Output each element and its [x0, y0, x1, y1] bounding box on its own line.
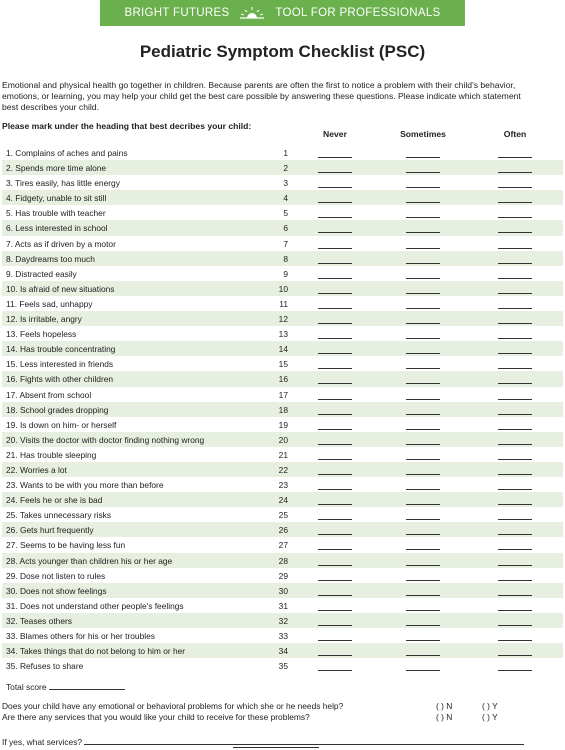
item-text: 31. Does not understand other people's feelings [6, 600, 184, 611]
item-number: 8 [283, 253, 288, 264]
table-row [2, 402, 563, 417]
never-answer-blank[interactable] [318, 640, 352, 641]
table-row [2, 175, 563, 190]
table-row [2, 477, 563, 492]
sometimes-answer-blank[interactable] [406, 232, 440, 233]
instruction-text: Please mark under the heading that best decribes your child: [2, 121, 252, 131]
sometimes-answer-blank[interactable] [406, 368, 440, 369]
never-answer-blank[interactable] [318, 474, 352, 475]
item-number: 25 [278, 510, 288, 521]
table-row [2, 266, 563, 281]
table-row [2, 417, 563, 432]
table-row [2, 583, 563, 598]
item-number: 23 [278, 480, 288, 491]
item-number: 11 [279, 298, 288, 309]
item-text: 18. School grades dropping [6, 404, 109, 415]
sometimes-answer-blank[interactable] [406, 580, 440, 581]
table-row [2, 492, 563, 507]
often-answer-blank[interactable] [498, 278, 532, 279]
page-title: Pediatric Symptom Checklist (PSC) [139, 42, 426, 61]
never-answer-blank[interactable] [318, 323, 352, 324]
sometimes-answer-blank[interactable] [406, 610, 440, 611]
never-answer-blank[interactable] [318, 263, 352, 264]
services-line [2, 736, 524, 747]
table-row [2, 387, 563, 402]
total-score-label: Total score [6, 682, 47, 692]
never-answer-blank[interactable] [318, 308, 352, 309]
sometimes-answer-blank[interactable] [406, 489, 440, 490]
item-text: 14. Has trouble concentrating [6, 344, 116, 355]
sometimes-answer-blank[interactable] [406, 459, 440, 460]
table-row [2, 371, 563, 386]
often-answer-blank[interactable] [498, 383, 532, 384]
table-row [2, 432, 563, 447]
sometimes-answer-blank[interactable] [406, 278, 440, 279]
sometimes-answer-blank[interactable] [406, 202, 440, 203]
item-text: 20. Visits the doctor with doctor finding nothing wrong [6, 434, 205, 445]
item-number: 1 [283, 148, 288, 158]
banner-left-text: BRIGHT FUTURES [124, 7, 230, 19]
item-text: 25. Takes unnecessary risks [6, 510, 112, 521]
sometimes-answer-blank[interactable] [406, 157, 440, 158]
sometimes-answer-blank[interactable] [406, 383, 440, 384]
q2-no-option[interactable]: ( ) N [436, 712, 453, 722]
intro-paragraph: Emotional and physical health go together in children. Because parents are often the first to notice a problem with their child's behavior, emotions, or learning, you may help your child get the best care possible by answering these questions. Please indicate which statement best describes your child. [2, 80, 521, 112]
sometimes-answer-blank[interactable] [406, 399, 440, 400]
sometimes-answer-blank[interactable] [406, 172, 440, 173]
item-number: 31 [278, 600, 288, 611]
often-answer-blank[interactable] [498, 519, 532, 520]
never-answer-blank[interactable] [318, 368, 352, 369]
item-text: 10. Is afraid of new situations [6, 283, 115, 294]
item-number: 21 [278, 449, 288, 460]
item-number: 33 [278, 631, 288, 641]
often-answer-blank[interactable] [498, 670, 532, 671]
often-answer-blank[interactable] [498, 414, 532, 415]
table-row [2, 598, 563, 613]
item-text: 23. Wants to be with you more than before [6, 480, 164, 491]
table-row [2, 522, 563, 537]
sometimes-answer-blank[interactable] [406, 323, 440, 324]
never-answer-blank[interactable] [318, 353, 352, 354]
often-answer-blank[interactable] [498, 429, 532, 430]
sometimes-answer-blank[interactable] [406, 504, 440, 505]
item-number: 5 [283, 208, 288, 219]
item-number: 17 [278, 389, 288, 400]
item-text: 21. Has trouble sleeping [6, 449, 97, 460]
often-answer-blank[interactable] [498, 580, 532, 581]
column-header-never: Never [323, 129, 347, 139]
never-answer-blank[interactable] [318, 655, 352, 656]
often-answer-blank[interactable] [498, 323, 532, 324]
never-answer-blank[interactable] [318, 414, 352, 415]
often-answer-blank[interactable] [498, 399, 532, 400]
sometimes-answer-blank[interactable] [406, 338, 440, 339]
footer-divider [233, 747, 319, 748]
item-number: 34 [278, 646, 288, 657]
question-services: Are there any services that you would like your child to receive for these problems? [2, 712, 310, 722]
sometimes-answer-blank[interactable] [406, 670, 440, 671]
table-row [2, 251, 563, 266]
sometimes-answer-blank[interactable] [406, 187, 440, 188]
item-text: 32. Teases others [6, 615, 72, 626]
never-answer-blank[interactable] [318, 399, 352, 400]
item-number: 13 [278, 329, 288, 340]
often-answer-blank[interactable] [498, 338, 532, 339]
item-number: 15 [278, 359, 288, 370]
item-text: 16. Fights with other children [6, 374, 114, 385]
checklist-table [2, 145, 563, 673]
sometimes-answer-blank[interactable] [406, 625, 440, 626]
often-answer-blank[interactable] [498, 157, 532, 158]
often-answer-blank[interactable] [498, 640, 532, 641]
never-answer-blank[interactable] [318, 610, 352, 611]
often-answer-blank[interactable] [498, 625, 532, 626]
never-answer-blank[interactable] [318, 580, 352, 581]
item-text: 35. Refuses to share [6, 661, 84, 672]
often-answer-blank[interactable] [498, 172, 532, 173]
often-answer-blank[interactable] [498, 263, 532, 264]
often-answer-blank[interactable] [498, 308, 532, 309]
table-row [2, 145, 563, 160]
often-answer-blank[interactable] [498, 565, 532, 566]
table-row [2, 462, 563, 477]
item-text: 22. Worries a lot [6, 464, 67, 475]
sometimes-answer-blank[interactable] [406, 414, 440, 415]
sometimes-answer-blank[interactable] [406, 429, 440, 430]
sometimes-answer-blank[interactable] [406, 655, 440, 656]
item-text: 27. Seems to be having less fun [6, 540, 126, 551]
services-label: If yes, what services? [2, 737, 83, 747]
sometimes-answer-blank[interactable] [406, 263, 440, 264]
item-number: 30 [278, 585, 288, 596]
item-text: 24. Feels he or she is bad [6, 495, 103, 506]
item-number: 27 [278, 540, 288, 551]
often-answer-blank[interactable] [498, 474, 532, 475]
never-answer-blank[interactable] [318, 383, 352, 384]
total-score [6, 681, 125, 692]
sometimes-answer-blank[interactable] [406, 595, 440, 596]
q2-yes-option[interactable]: ( ) Y [482, 712, 498, 722]
often-answer-blank[interactable] [498, 444, 532, 445]
often-answer-blank[interactable] [498, 595, 532, 596]
never-answer-blank[interactable] [318, 248, 352, 249]
never-answer-blank[interactable] [318, 293, 352, 294]
often-answer-blank[interactable] [498, 217, 532, 218]
item-text: 6. Less interested in school [6, 223, 108, 234]
often-answer-blank[interactable] [498, 534, 532, 535]
item-number: 35 [278, 661, 288, 672]
never-answer-blank[interactable] [318, 534, 352, 535]
item-text: 17. Absent from school [6, 389, 92, 400]
question-help-needed: Does your child have any emotional or behavioral problems for which she or he needs help? [2, 701, 344, 711]
never-answer-blank[interactable] [318, 595, 352, 596]
item-number: 18 [278, 404, 288, 415]
table-row [2, 341, 563, 356]
never-answer-blank[interactable] [318, 549, 352, 550]
table-row [2, 190, 563, 205]
never-answer-blank[interactable] [318, 625, 352, 626]
item-number: 12 [278, 314, 288, 325]
never-answer-blank[interactable] [318, 232, 352, 233]
never-answer-blank[interactable] [318, 172, 352, 173]
services-field[interactable] [84, 736, 524, 745]
item-text: 29. Dose not listen to rules [6, 570, 106, 581]
q1-no-option[interactable]: ( ) N [436, 701, 453, 711]
sometimes-answer-blank[interactable] [406, 565, 440, 566]
table-row [2, 220, 563, 235]
item-number: 7 [283, 238, 288, 249]
q1-yes-option[interactable]: ( ) Y [482, 701, 498, 711]
table-row [2, 281, 563, 296]
item-number: 20 [278, 434, 288, 445]
sometimes-answer-blank[interactable] [406, 248, 440, 249]
often-answer-blank[interactable] [498, 610, 532, 611]
sometimes-answer-blank[interactable] [406, 308, 440, 309]
item-text: 4. Fidgety, unable to sit still [6, 193, 107, 204]
sometimes-answer-blank[interactable] [406, 353, 440, 354]
header-banner [100, 0, 465, 26]
often-answer-blank[interactable] [498, 293, 532, 294]
often-answer-blank[interactable] [498, 549, 532, 550]
item-text: 28. Acts younger than children his or her age [6, 555, 173, 566]
often-answer-blank[interactable] [498, 504, 532, 505]
item-text: 13. Feels hopeless [6, 329, 77, 340]
table-row [2, 658, 563, 673]
sometimes-answer-blank[interactable] [406, 474, 440, 475]
often-answer-blank[interactable] [498, 368, 532, 369]
item-number: 9 [283, 268, 288, 279]
sometimes-answer-blank[interactable] [406, 640, 440, 641]
column-header-sometimes: Sometimes [400, 129, 446, 139]
item-number: 3 [283, 178, 288, 189]
never-answer-blank[interactable] [318, 278, 352, 279]
often-answer-blank[interactable] [498, 202, 532, 203]
sometimes-answer-blank[interactable] [406, 444, 440, 445]
total-score-field[interactable] [49, 681, 125, 690]
never-answer-blank[interactable] [318, 504, 352, 505]
table-row [2, 553, 563, 568]
sunrise-icon [239, 6, 265, 20]
table-row [2, 356, 563, 371]
never-answer-blank[interactable] [318, 489, 352, 490]
table-row [2, 613, 563, 628]
table-row [2, 537, 563, 552]
item-text: 2. Spends more time alone [6, 163, 107, 174]
often-answer-blank[interactable] [498, 187, 532, 188]
often-answer-blank[interactable] [498, 489, 532, 490]
item-number: 16 [278, 374, 288, 385]
item-text: 7. Acts as if driven by a motor [6, 238, 116, 249]
often-answer-blank[interactable] [498, 459, 532, 460]
item-text: 26. Gets hurt frequently [6, 525, 94, 536]
table-row [2, 311, 563, 326]
table-row [2, 326, 563, 341]
item-text: 3. Tires easily, has little energy [6, 178, 120, 189]
item-number: 22 [278, 464, 288, 475]
item-number: 2 [283, 163, 288, 174]
item-number: 10 [278, 283, 288, 294]
sometimes-answer-blank[interactable] [406, 293, 440, 294]
never-answer-blank[interactable] [318, 202, 352, 203]
never-answer-blank[interactable] [318, 217, 352, 218]
item-text: 30. Does not show feelings [6, 585, 107, 596]
table-row [2, 628, 563, 643]
never-answer-blank[interactable] [318, 187, 352, 188]
item-number: 28 [278, 555, 288, 566]
table-row [2, 296, 563, 311]
item-number: 6 [283, 223, 288, 234]
table-row [2, 236, 563, 251]
column-header-often: Often [503, 129, 527, 139]
often-answer-blank[interactable] [498, 353, 532, 354]
table-row [2, 447, 563, 462]
never-answer-blank[interactable] [318, 338, 352, 339]
banner-right-text: TOOL FOR PROFESSIONALS [275, 7, 441, 19]
never-answer-blank[interactable] [318, 565, 352, 566]
never-answer-blank[interactable] [318, 157, 352, 158]
item-number: 19 [278, 419, 288, 430]
item-text: 19. Is down on him- or herself [6, 419, 117, 430]
item-text: 12. Is irritable, angry [6, 314, 82, 325]
table-row [2, 643, 563, 658]
never-answer-blank[interactable] [318, 459, 352, 460]
often-answer-blank[interactable] [498, 655, 532, 656]
often-answer-blank[interactable] [498, 232, 532, 233]
table-row [2, 507, 563, 522]
table-row [2, 568, 563, 583]
never-answer-blank[interactable] [318, 670, 352, 671]
item-text: 8. Daydreams too much [6, 253, 95, 264]
often-answer-blank[interactable] [498, 248, 532, 249]
item-number: 4 [283, 193, 288, 204]
item-text: 5. Has trouble with teacher [6, 208, 106, 219]
sometimes-answer-blank[interactable] [406, 534, 440, 535]
item-number: 32 [278, 615, 288, 626]
table-row [2, 205, 563, 220]
never-answer-blank[interactable] [318, 429, 352, 430]
sometimes-answer-blank[interactable] [406, 519, 440, 520]
item-text: 15. Less interested in friends [6, 359, 114, 370]
never-answer-blank[interactable] [318, 519, 352, 520]
item-number: 24 [278, 495, 288, 506]
sometimes-answer-blank[interactable] [406, 217, 440, 218]
item-text: 11. Feels sad, unhappy [6, 298, 93, 309]
item-number: 29 [278, 570, 288, 581]
item-text: 34. Takes things that do not belong to him or her [6, 646, 186, 657]
item-text: 9. Distracted easily [6, 268, 77, 279]
sometimes-answer-blank[interactable] [406, 549, 440, 550]
table-row [2, 160, 563, 175]
item-text: 33. Blames others for his or her troubles [6, 631, 155, 641]
item-number: 14 [278, 344, 288, 355]
never-answer-blank[interactable] [318, 444, 352, 445]
item-text: 1. Complains of aches and pains [6, 148, 128, 158]
item-number: 26 [278, 525, 288, 536]
